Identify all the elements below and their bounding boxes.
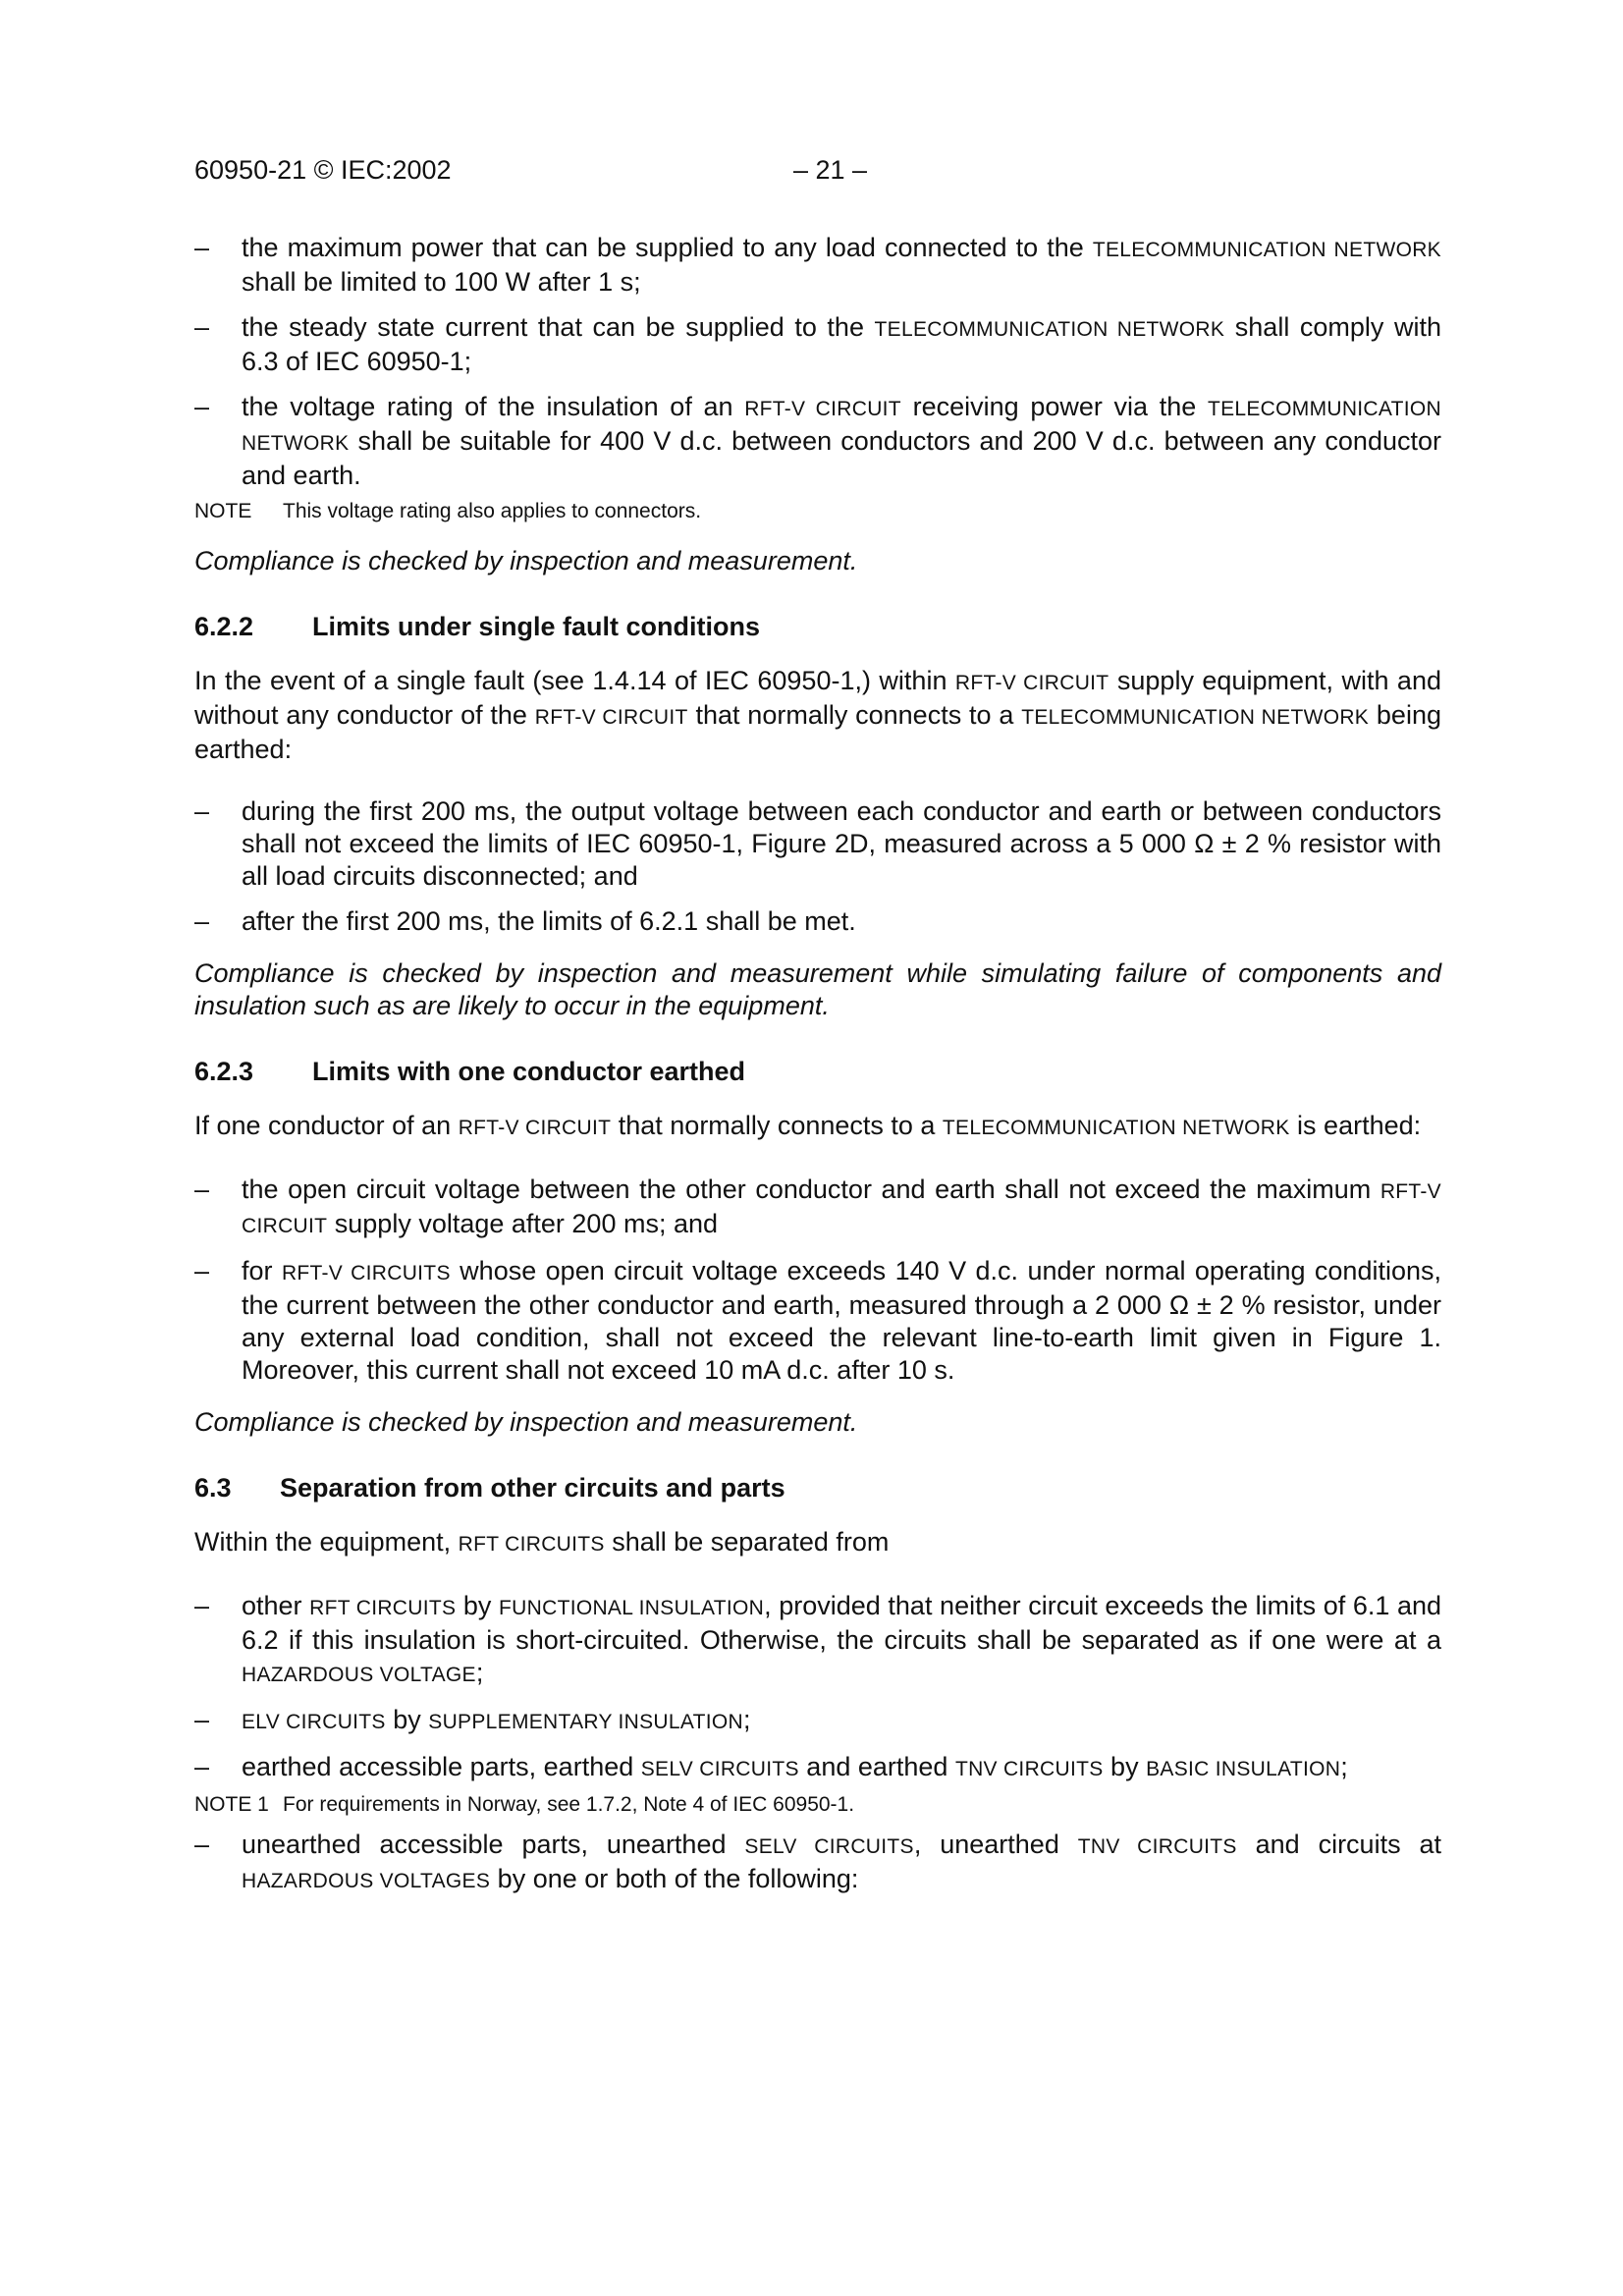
list-item: – the open circuit voltage between the other conductor and earth shall not exceed the maximum RFT-V CIRCUIT supply voltage after 200 ms; and bbox=[194, 1175, 1441, 1238]
list-item: – unearthed accessible parts, unearthed SELV CIRCUITS, unearthed TNV CIRCUITS and circuits at HAZARDOUS VOLTAGES by one or both of the following: bbox=[194, 1830, 1441, 1893]
list-item: – after the first 200 ms, the limits of 6.2.1 shall be met. bbox=[194, 906, 856, 936]
list-item: – earthed accessible parts, earthed SELV CIRCUITS and earthed TNV CIRCUITS by BASIC INSULATION; bbox=[194, 1752, 1348, 1781]
compliance-statement: Compliance is checked by inspection and measurement. bbox=[194, 546, 858, 575]
section-heading-6-2-2: 6.2.2 Limits under single fault conditions bbox=[194, 612, 761, 641]
list-item: – the maximum power that can be supplied to any load connected to the TELECOMMUNICATION NETWORK shall be limited to 100 W after 1 s; bbox=[194, 233, 1441, 297]
list-item: – for RFT-V CIRCUITS whose open circuit voltage exceeds 140 V d.c. under normal operating conditions, the current between the other conductor and earth, measured through a 2 000 Ω ± 2 % resistor, under any external load condition, shall not exceed the relevant line-to-earth limit given in Figure 1. Moreover, this current shall not exceed 10 mA d.c. after 10 s. bbox=[194, 1256, 1441, 1385]
compliance-statement: Compliance is checked by inspection and measurement while simulating failure of components and insulation such as are likely to occur in the equipment. bbox=[194, 958, 1441, 1020]
paragraph: If one conductor of an RFT-V CIRCUIT that normally connects to a TELECOMMUNICATION NETWORK is earthed: bbox=[194, 1111, 1422, 1140]
list-item: – during the first 200 ms, the output voltage between each conductor and earth or between conductors shall not exceed the limits of IEC 60950-1, Figure 2D, measured across a 5 000 Ω ± 2 % resistor with all load circuits disconnected; and bbox=[194, 796, 1441, 891]
list-item: – ELV CIRCUITS by SUPPLEMENTARY INSULATION; bbox=[194, 1705, 751, 1734]
page-header bbox=[194, 154, 1441, 193]
section-heading-6-3: 6.3 Separation from other circuits and parts bbox=[194, 1473, 785, 1503]
page-number: – 21 – bbox=[793, 155, 868, 185]
list-item: – the voltage rating of the insulation of an RFT-V CIRCUIT receiving power via the TELECOMMUNICATION NETWORK shall be suitable for 400 V d.c. between conductors and 200 V d.c. between any conductor and earth. bbox=[194, 392, 1442, 490]
compliance-statement: Compliance is checked by inspection and measurement. bbox=[194, 1407, 858, 1437]
page-content bbox=[194, 232, 1441, 1910]
note: NOTE 1 For requirements in Norway, see 1.7.2, Note 4 of IEC 60950-1. bbox=[194, 1793, 855, 1816]
note: NOTE This voltage rating also applies to connectors. bbox=[194, 500, 702, 522]
document-id: 60950-21 © IEC:2002 bbox=[194, 155, 452, 185]
section-heading-6-2-3: 6.2.3 Limits with one conductor earthed bbox=[194, 1057, 746, 1086]
paragraph: In the event of a single fault (see 1.4.14 of IEC 60950-1,) within RFT-V CIRCUIT supply equipment, with and without any conductor of the RFT-V CIRCUIT that normally connects to a TELECOMMUNICATION NETWORK being earthed: bbox=[194, 666, 1441, 764]
list-item: – other RFT CIRCUITS by FUNCTIONAL INSULATION, provided that neither circuit exceeds the limits of 6.1 and 6.2 if this insulation is short-circuited. Otherwise, the circuits shall be separated as if one were at a HAZARDOUS VOLTAGE; bbox=[194, 1591, 1442, 1687]
paragraph: Within the equipment, RFT CIRCUITS shall be separated from bbox=[194, 1527, 890, 1557]
list-item: – the steady state current that can be supplied to the TELECOMMUNICATION NETWORK shall comply with 6.3 of IEC 60950-1; bbox=[194, 312, 1441, 376]
